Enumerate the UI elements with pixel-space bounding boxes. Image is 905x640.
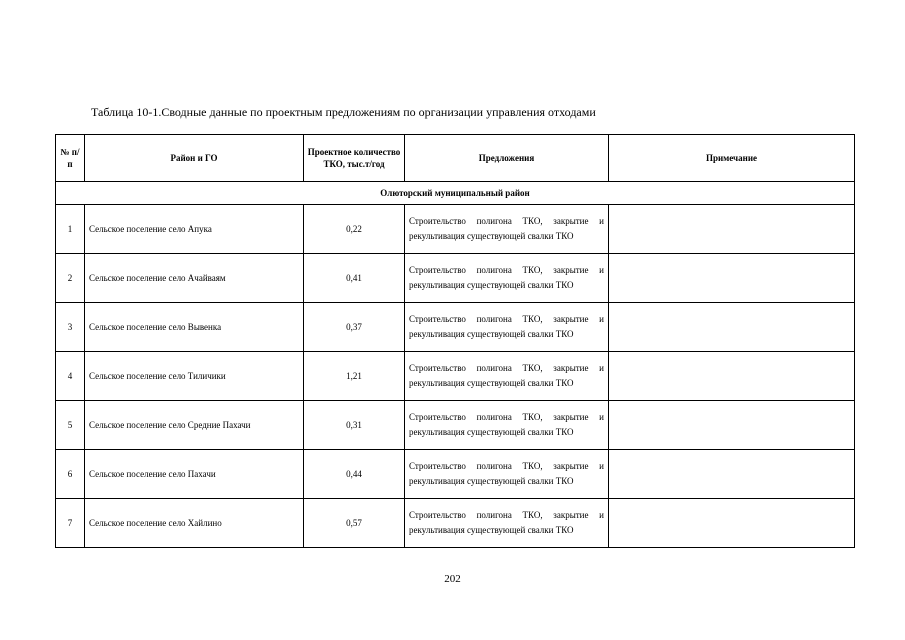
row-quantity: 0,22 <box>304 205 405 254</box>
row-district: Сельское поселение село Тиличики <box>85 352 304 401</box>
row-quantity: 0,44 <box>304 450 405 499</box>
table-row <box>56 499 855 548</box>
header-quantity: Проектное количество ТКО, тыс.т/год <box>304 135 405 182</box>
row-proposal: Строительство полигона ТКО, закрытие и рекультивация существующей свалки ТКО <box>405 352 609 401</box>
row-quantity: 0,31 <box>304 401 405 450</box>
row-note <box>609 499 855 548</box>
table-row <box>56 303 855 352</box>
row-note <box>609 401 855 450</box>
row-note <box>609 450 855 499</box>
row-note <box>609 254 855 303</box>
row-proposal: Строительство полигона ТКО, закрытие и рекультивация существующей свалки ТКО <box>405 499 609 548</box>
table-row <box>56 352 855 401</box>
table-row <box>56 205 855 254</box>
row-district: Сельское поселение село Апука <box>85 205 304 254</box>
row-number: 4 <box>56 352 85 401</box>
table-row <box>56 254 855 303</box>
row-district: Сельское поселение село Вывенка <box>85 303 304 352</box>
row-district: Сельское поселение село Ачайваям <box>85 254 304 303</box>
row-note <box>609 303 855 352</box>
row-quantity: 1,21 <box>304 352 405 401</box>
row-number: 6 <box>56 450 85 499</box>
row-proposal: Строительство полигона ТКО, закрытие и рекультивация существующей свалки ТКО <box>405 303 609 352</box>
row-note <box>609 352 855 401</box>
table-row <box>56 401 855 450</box>
table-caption: Таблица 10-1.Сводные данные по проектным предложениям по организации управления отходами <box>91 105 596 119</box>
section-row <box>56 182 855 205</box>
row-note <box>609 205 855 254</box>
header-notes: Примечание <box>609 135 855 182</box>
row-quantity: 0,57 <box>304 499 405 548</box>
table-row <box>56 450 855 499</box>
row-quantity: 0,41 <box>304 254 405 303</box>
row-proposal: Строительство полигона ТКО, закрытие и рекультивация существующей свалки ТКО <box>405 205 609 254</box>
row-district: Сельское поселение село Пахачи <box>85 450 304 499</box>
row-district: Сельское поселение село Хайлино <box>85 499 304 548</box>
table-header <box>56 135 855 182</box>
row-proposal: Строительство полигона ТКО, закрытие и рекультивация существующей свалки ТКО <box>405 401 609 450</box>
header-num: № п/п <box>56 135 85 182</box>
row-proposal: Строительство полигона ТКО, закрытие и рекультивация существующей свалки ТКО <box>405 450 609 499</box>
row-number: 3 <box>56 303 85 352</box>
row-number: 5 <box>56 401 85 450</box>
section-title: Олюторский муниципальный район <box>56 182 855 205</box>
page-number: 202 <box>444 573 461 585</box>
row-quantity: 0,37 <box>304 303 405 352</box>
header-district: Район и ГО <box>85 135 304 182</box>
waste-proposals-table <box>55 134 855 548</box>
row-district: Сельское поселение село Средние Пахачи <box>85 401 304 450</box>
row-proposal: Строительство полигона ТКО, закрытие и рекультивация существующей свалки ТКО <box>405 254 609 303</box>
header-proposals: Предложения <box>405 135 609 182</box>
table-body <box>56 182 855 548</box>
row-number: 1 <box>56 205 85 254</box>
header-row <box>56 135 855 182</box>
row-number: 2 <box>56 254 85 303</box>
row-number: 7 <box>56 499 85 548</box>
